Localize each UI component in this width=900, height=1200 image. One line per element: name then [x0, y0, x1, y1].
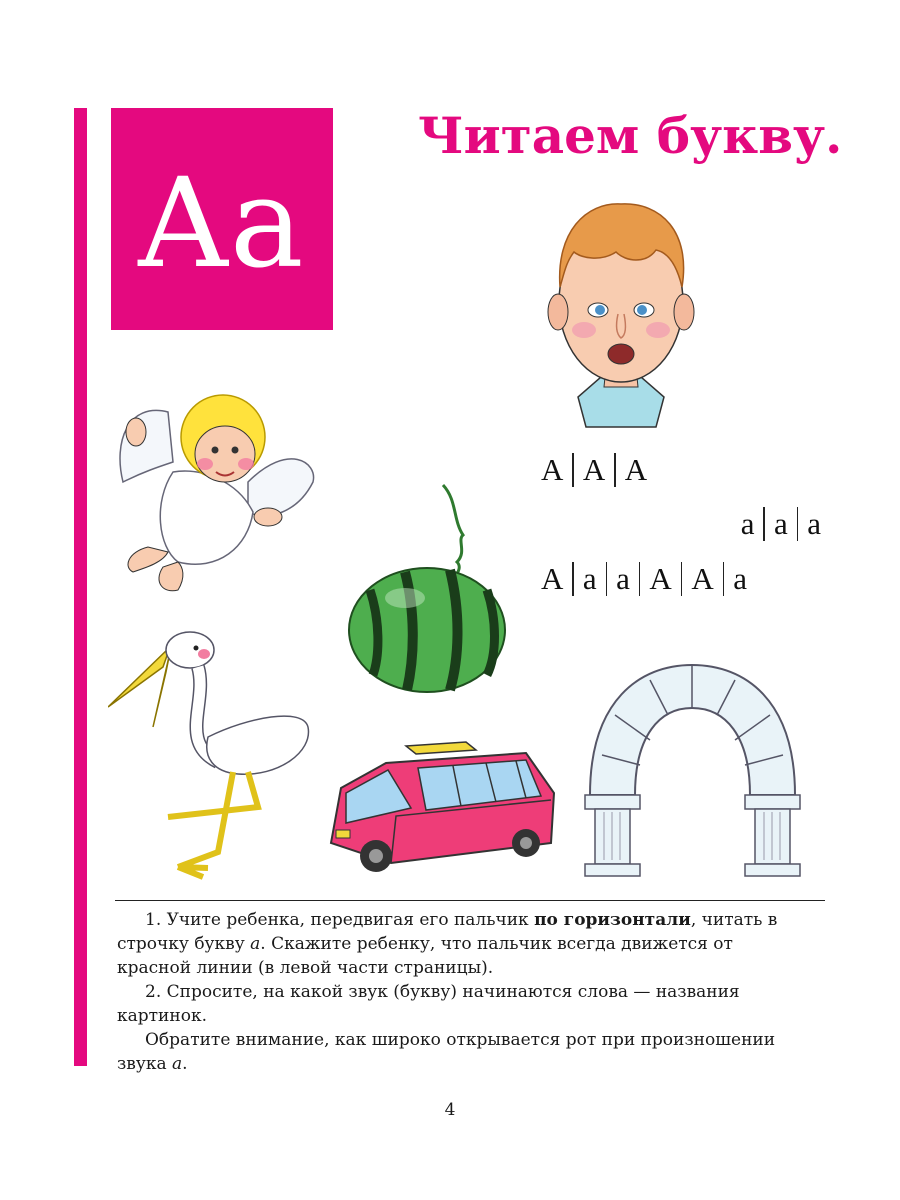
letter-cell: a: [740, 506, 755, 541]
letter-cell: A: [649, 561, 672, 596]
red-margin-line: [74, 108, 87, 1066]
page-title: Читаем букву.: [418, 106, 843, 165]
watermelon-illustration: [345, 480, 515, 695]
reading-row-1: [532, 452, 656, 488]
italic-letter: а: [172, 1054, 183, 1074]
instructions-block: [117, 908, 807, 1076]
arch-illustration: [580, 660, 805, 878]
angel-illustration: [108, 372, 323, 597]
reading-row-2: [732, 506, 830, 542]
boy-face-illustration: [546, 192, 696, 432]
letter-cell: A: [541, 452, 564, 487]
instruction-1: 1. Учите ребенка, передвигая его пальчик по горизонтали, читать в строчку букву а. Скажите ребенку, что пальчик всегда движется от красной линии (в левой части страницы).: [117, 910, 778, 978]
letter-block-text: Aa: [138, 152, 306, 296]
letter-block: [111, 108, 333, 330]
divider-line: [115, 900, 825, 901]
instruction-3: Обратите внимание, как широко открывается рот при произношении звука а.: [117, 1030, 776, 1074]
letter-cell: a: [733, 561, 747, 596]
letter-cell: A: [582, 452, 606, 487]
letter-cell: a: [582, 561, 597, 596]
letter-cell: a: [616, 561, 630, 596]
page-number: 4: [444, 1100, 456, 1120]
italic-letter: а: [250, 934, 261, 954]
reading-row-3: [532, 561, 756, 597]
letter-cell: a: [773, 506, 788, 541]
bold-phrase: по горизонтали: [534, 910, 691, 930]
letter-cell: A: [691, 561, 714, 596]
letter-cell: A: [541, 561, 564, 596]
bus-illustration: [326, 738, 558, 878]
stork-illustration: [108, 612, 318, 880]
letter-cell: A: [624, 452, 648, 487]
letter-cell: a: [807, 506, 821, 541]
instruction-2: 2. Спросите, на какой звук (букву) начинаются слова — названия картинок.: [117, 982, 740, 1026]
